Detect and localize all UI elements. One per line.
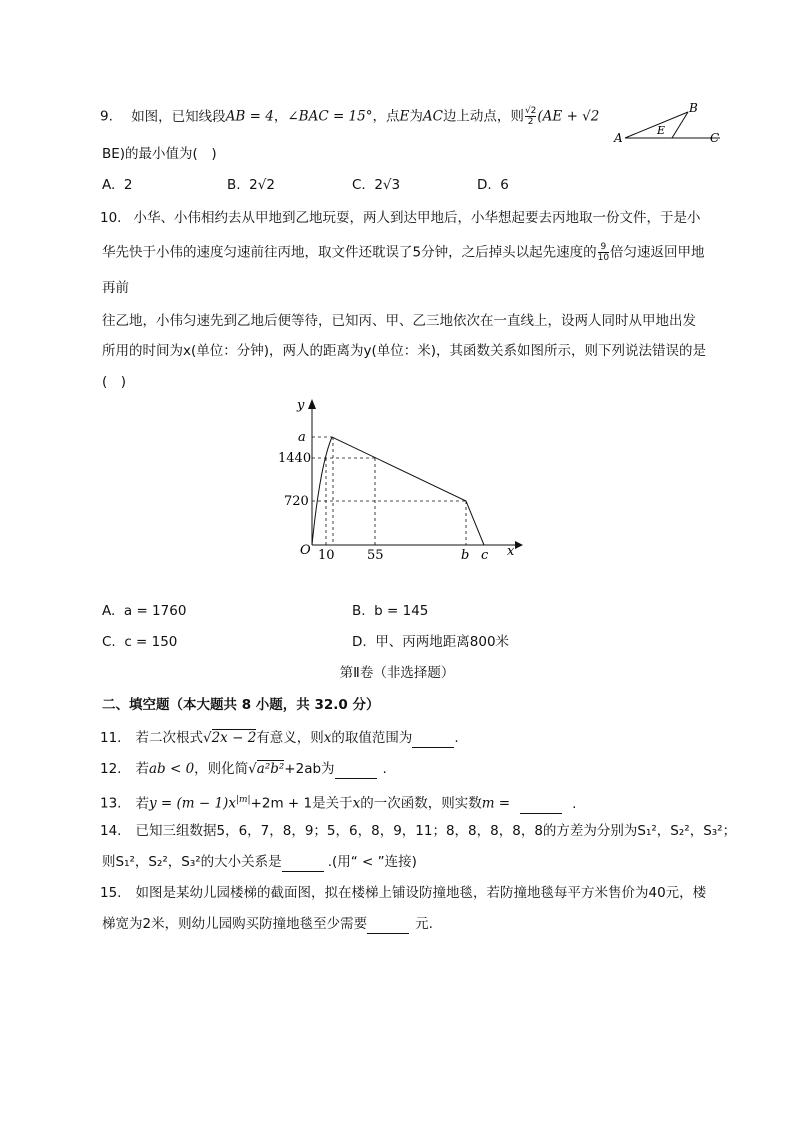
q10-frac-num: 9: [598, 242, 609, 253]
q13-text-c: 的一次函数，则实数: [360, 795, 482, 812]
q9-fraction: [525, 106, 536, 127]
q9-text2: ，: [273, 108, 288, 125]
q11-expr: 2x − 2: [211, 730, 257, 746]
q13-text-b: +2m + 1是关于: [250, 795, 353, 812]
q9-option-d[interactable]: D. 6: [477, 177, 509, 193]
q9-text6: (AE + √2: [537, 108, 600, 125]
q9-ac: AC: [422, 108, 443, 125]
q9-text7: BE)的最小值为( ): [102, 146, 217, 162]
q9-option-a[interactable]: A. 2: [102, 177, 133, 193]
q11-x: x: [323, 730, 332, 746]
part2-header: 二、填空题（本大题共 8 小题，共 32.0 分）: [102, 697, 380, 713]
q10-line3: 再前: [102, 280, 129, 296]
x-tick-55: 55: [367, 548, 384, 563]
x-axis-arrow-icon: [515, 541, 523, 549]
q13-number: 13.: [100, 795, 122, 812]
q9-text1: 如图，已知线段: [131, 108, 226, 125]
x-axis-label: x: [507, 544, 515, 559]
y-axis-label: y: [297, 398, 305, 413]
y-tick-a: a: [298, 430, 306, 445]
q15-line1: [100, 883, 706, 903]
q12-expr: a²b²: [256, 761, 285, 777]
q14-line1: [100, 821, 736, 841]
q13-m: m =: [481, 795, 511, 812]
q9-line2: [102, 144, 217, 164]
q9-frac-den: 2: [527, 117, 534, 127]
q12-line: [100, 759, 387, 779]
origin-label: O: [300, 543, 311, 558]
q9-line1: [100, 106, 599, 127]
q13-expr: y = (m − 1)x: [148, 795, 236, 812]
label-e: E: [657, 124, 666, 137]
q9-option-b[interactable]: B. 2√2: [227, 177, 275, 193]
q9-text5: 边上动点，则: [442, 108, 524, 125]
q15-text2a: 梯宽为2米，则幼儿园购买防撞地毯至少需要: [102, 916, 368, 932]
q11-text-c: 的取值范围为: [331, 730, 413, 746]
q13-text-a: 若: [135, 795, 149, 812]
y-axis-arrow-icon: [308, 399, 316, 409]
q15-line2: [102, 914, 433, 934]
q9-ab: AB = 4: [225, 108, 274, 125]
guide-lines: [312, 437, 466, 545]
segment-be: [672, 112, 688, 138]
q9-frac-num: √2: [524, 106, 537, 116]
label-c: C: [710, 131, 720, 145]
q10-option-c[interactable]: C. c = 150: [102, 634, 178, 650]
q13-sup: |m|: [235, 795, 251, 805]
sqrt-icon: √: [248, 761, 257, 777]
q12-cond: ab < 0: [148, 761, 195, 777]
q14-line2: [102, 852, 417, 872]
q15-text1: 如图是某幼儿园楼梯的截面图，拟在楼梯上铺设防撞地毯，若防撞地毯每平方米售价为40元，楼: [135, 885, 707, 901]
q10-line1: [100, 208, 700, 228]
q10-line2: [102, 242, 705, 263]
function-graph: [312, 437, 484, 545]
q9-text3: ，点: [372, 108, 400, 125]
q10-frac-den: 10: [597, 253, 610, 263]
q14-text1: 已知三组数据5，6，7，8，9；5，6，8，9，11；8，8，8，8，8的方差为分别为S₁²，S₂²，S₃²；: [135, 823, 737, 839]
y-tick-720: 720: [284, 494, 309, 509]
q12-text-a: 若: [135, 761, 149, 777]
q12-answer-blank[interactable]: [335, 764, 377, 779]
q10-number: 10.: [100, 210, 122, 226]
q13-answer-blank[interactable]: [520, 799, 562, 814]
q9-option-c[interactable]: C. 2√3: [352, 177, 401, 193]
x-tick-c: c: [481, 548, 489, 563]
q11-number: 11.: [100, 730, 122, 746]
q11-text-d: .: [454, 730, 459, 746]
q14-text2b: .(用“ < ”连接): [327, 854, 417, 870]
y-tick-1440: 1440: [278, 451, 312, 466]
q9-angle: ∠BAC = 15°: [287, 108, 373, 125]
q15-answer-blank[interactable]: [367, 919, 409, 934]
label-a: A: [614, 131, 623, 145]
q10-option-b[interactable]: B. b = 145: [352, 603, 429, 619]
label-b: B: [689, 101, 698, 115]
q10-text1: 小华、小伟相约去从甲地到乙地玩耍，两人到达甲地后，小华想起要去丙地取一份文件，于是小: [133, 210, 701, 226]
x-tick-b: b: [461, 548, 470, 563]
q10-text2b: 倍匀速返回甲地: [610, 244, 705, 261]
q10-line6: ( ): [102, 374, 127, 390]
q10-graph: [270, 395, 530, 570]
q13-text-d: .: [572, 795, 577, 812]
q15-text2b: 元.: [415, 916, 433, 932]
q10-line5: 所用的时间为x(单位：分钟)，两人的距离为y(单位：米)，其函数关系如图所示，则下列说法错误的是: [102, 343, 707, 359]
q13-line: [100, 790, 576, 814]
q14-answer-blank[interactable]: [282, 857, 324, 872]
q12-text-b: ，则化简: [194, 761, 249, 777]
q10-fraction: [598, 242, 609, 263]
q11-text-b: 有意义，则: [256, 730, 324, 746]
q12-number: 12.: [100, 761, 122, 777]
q9-e: E: [399, 108, 410, 125]
q11-answer-blank[interactable]: [412, 733, 454, 748]
q14-number: 14.: [100, 823, 122, 839]
q14-text2a: 则S₁²，S₂²，S₃²的大小关系是: [102, 854, 282, 870]
q11-line: [100, 728, 459, 748]
q9-text4: 为: [409, 108, 423, 125]
q12-text-c: +2ab为: [284, 761, 335, 777]
q12-text-d: .: [382, 761, 387, 777]
section-title: 第Ⅱ卷（非选择题）: [339, 665, 455, 681]
q10-option-a[interactable]: A. a = 1760: [102, 603, 187, 619]
q15-number: 15.: [100, 885, 122, 901]
q13-x: x: [352, 795, 361, 812]
q9-figure: [610, 98, 730, 148]
q10-line4: 往乙地，小伟匀速先到乙地后便等待，已知丙、甲、乙三地依次在一直线上，设两人同时从甲地出发: [102, 313, 696, 329]
sqrt-icon: √: [202, 730, 212, 746]
q10-text2a: 华先快于小伟的速度匀速前往丙地，取文件还耽误了5分钟，之后掉头以起先速度的: [102, 244, 597, 261]
q9-number: 9.: [100, 108, 113, 125]
q10-option-d[interactable]: D. 甲、丙两地距离800米: [352, 634, 510, 650]
q11-text-a: 若二次根式: [135, 730, 203, 746]
x-tick-10: 10: [318, 548, 335, 563]
